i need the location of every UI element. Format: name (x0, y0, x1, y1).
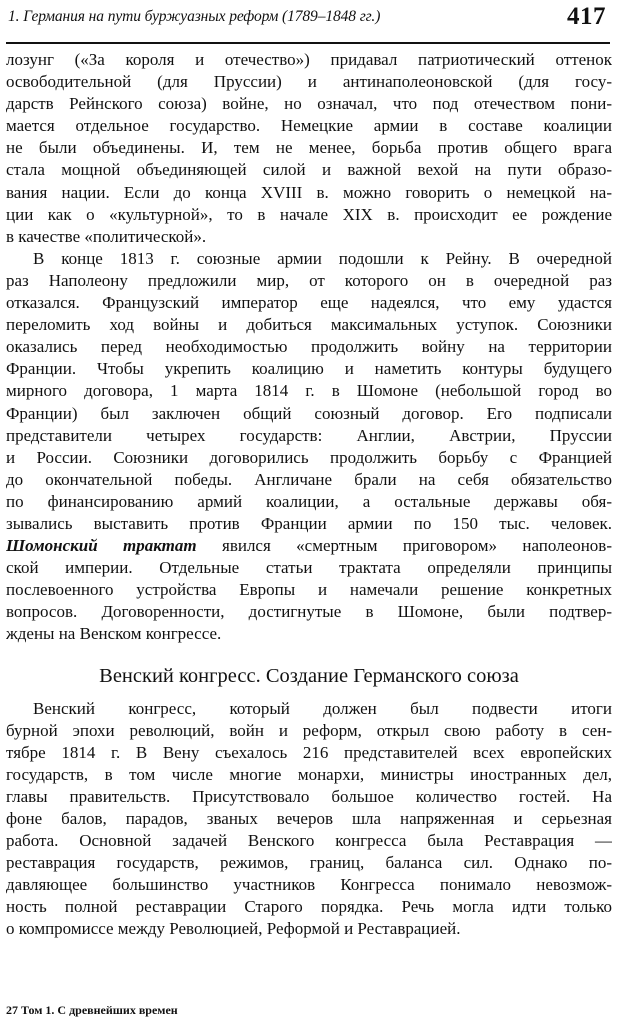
running-header (6, 0, 610, 44)
text-line: в качестве «политической». (6, 226, 207, 246)
text-line: раз Наполеону предложили мир, от которого он в очередной раз (6, 270, 612, 290)
text-line: о компромиссе между Революцией, Реформой и Реставрацией. (6, 919, 461, 939)
text-line: стала мощной объединяющей силой и важной вехой на пути образо- (6, 160, 612, 180)
text-line: по финансированию армий коалиции, а остальные державы обя- (6, 491, 612, 511)
text-line: ции как о «культурной», то в начале XIX в. происходит ее рождение (6, 204, 612, 224)
text-line: мирного договора, 1 марта 1814 г. в Шомоне (небольшой город во (6, 381, 612, 401)
body-text (6, 49, 612, 941)
text-line: реставрация государств, режимов, границ, баланса сил. Однако по- (6, 853, 612, 873)
text-line: оказались перед необходимостью продолжить войну на территории (6, 337, 612, 357)
page-footer: 27 Том 1. С древнейших времен (6, 1003, 178, 1017)
text-line: до окончательной победы. Англичане брали на себя обязательство (6, 469, 612, 489)
text-line: ность полной реставрации Старого порядка. Речь могла идти только (6, 897, 612, 917)
text-line: освободительной (для Пруссии) и антинаполеоновской (для госу- (6, 72, 612, 92)
text-line: Франции. Чтобы укрепить коалицию и наметить контуры будущего (6, 359, 612, 379)
text-line: государств, в том числе многие монархи, министры иностранных дел, (6, 764, 612, 784)
text-line: ждены на Венском конгрессе. (6, 624, 222, 644)
text-line: отказался. Французский император еще надеялся, что ему удастся (6, 293, 612, 313)
text-line: представители четырех государств: Англии, Австрии, Пруссии (6, 425, 612, 445)
text-line: вопросов. Договоренности, достигнутые в Шомоне, были подтвер- (6, 602, 612, 622)
text-line: лозунг («За короля и отечество») придавал патриотический оттенок (6, 50, 612, 69)
text-line: работа. Основной задачей Венского конгресса была Реставрация — (6, 831, 612, 851)
text-line: Венский конгресс, который должен был подвести итоги (33, 698, 612, 718)
text-line: дарств Рейнского союза) войне, но означал, что под отечеством пони- (6, 94, 612, 114)
text-line: и России. Союзники договорились продолжить борьбу с Францией (6, 447, 612, 467)
text-line: переломить ход войны и добиться максимальных уступок. Союзники (6, 315, 612, 335)
text-line: не были объединены. И, тем не менее, борьба против общего врага (6, 138, 612, 158)
text-line: В конце 1813 г. союзные армии подошли к Рейну. В очередной (33, 248, 612, 268)
term-line-rest: явился «смертным приговором» наполеонов- (196, 536, 612, 556)
text-line: тябре 1814 г. В Вену съехалось 216 представителей всех европейских (6, 742, 612, 762)
text-line: вания нации. Если до конца XVIII в. можно говорить о немецкой на- (6, 182, 612, 202)
text-line: главы правительств. Присутствовало большое количество гостей. На (6, 786, 612, 806)
text-line: ской империи. Отдельные статьи трактата определяли принципы (6, 558, 612, 578)
section-heading: Венский конгресс. Создание Германского союза (99, 664, 519, 687)
text-line: мается отдельное государство. Немецкие армии в составе коалиции (6, 116, 612, 136)
paragraph-2 (6, 248, 612, 646)
text-line: фоне балов, парадов, званых вечеров шла напряженная и серьезная (6, 809, 612, 828)
paragraph-1 (6, 49, 612, 248)
text-line: Франции) был заключен общий союзный договор. Его подписали (6, 403, 612, 423)
running-title: 1. Германия на пути буржуазных реформ (1789–1848 гг.) (8, 8, 381, 25)
text-line: зывались выставить против Франции армии по 150 тыс. человек. (6, 513, 612, 533)
text-line: послевоенного устройства Европы и намечали решение конкретных (6, 580, 612, 600)
text-line: бурной эпохи революций, войн и реформ, открыл свою работу в сен- (6, 720, 612, 740)
text-line-with-term (6, 535, 612, 557)
text-line: давляющее большинство участников Конгресса понимало невозмож- (6, 875, 612, 895)
page-number: 417 (567, 3, 606, 30)
paragraph-3 (6, 698, 612, 941)
bold-italic-term: Шомонский трактат (6, 536, 197, 556)
